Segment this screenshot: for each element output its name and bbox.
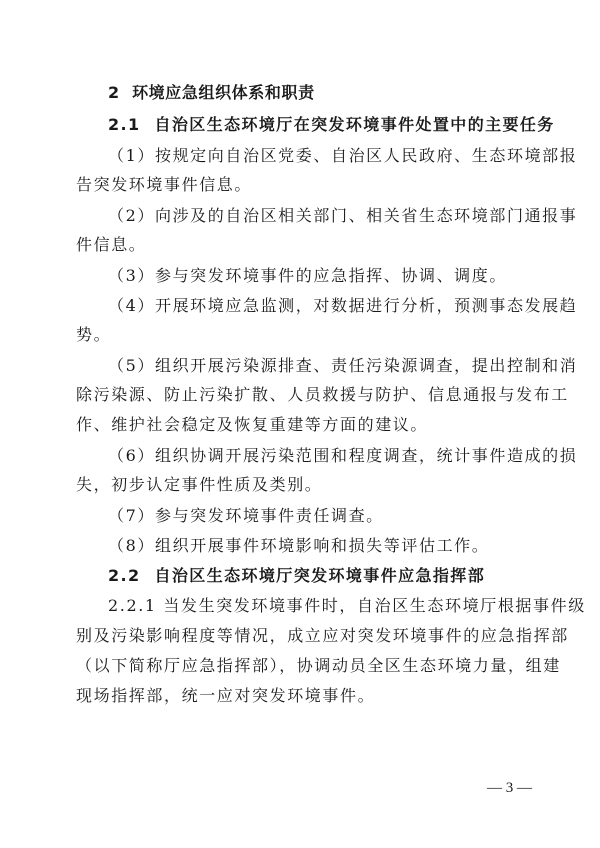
para-2-2-1-line-2: 别及污染影响程度等情况，成立应对突发环境事件的应急指挥部: [76, 626, 569, 645]
heading-title: 环境应急组织体系和职责: [132, 83, 315, 102]
page-number: — 3 —: [487, 780, 532, 796]
task-7-line-1: （7）参与突发环境事件责任调查。: [108, 506, 384, 525]
heading-title: 自治区生态环境厅在突发环境事件处置中的主要任务: [154, 115, 555, 134]
task-5-line-3: 作、维护社会稳定及恢复重建等方面的建议。: [76, 415, 429, 434]
task-6-line-2: 失，初步认定事件性质及类别。: [76, 475, 323, 494]
task-3-line-1: （3）参与突发环境事件的应急指挥、协调、调度。: [108, 266, 507, 285]
task-4-line-2: 势。: [76, 325, 112, 344]
heading-number: 2.1: [108, 115, 141, 134]
task-2-line-2: 件信息。: [76, 235, 147, 254]
task-6-line-1: （6）组织协调开展污染范围和程度调查，统计事件造成的损: [108, 446, 578, 465]
section-heading-2-1: [108, 115, 555, 135]
section-heading-2-2: [108, 566, 485, 586]
task-5-line-1: （5）组织开展污染源排查、责任污染源调查，提出控制和消: [108, 356, 578, 375]
para-2-2-1-line-1: 2.2.1 当发生突发环境事件时，自治区生态环境厅根据事件级: [108, 596, 586, 615]
task-2-line-1: （2）向涉及的自治区相关部门、相关省生态环境部门通报事: [108, 206, 578, 225]
heading-number: 2: [108, 83, 120, 102]
task-4-line-1: （4）开展环境应急监测，对数据进行分析，预测事态发展趋: [108, 296, 578, 315]
para-2-2-1-line-4: 现场指挥部，统一应对突发环境事件。: [76, 686, 376, 705]
section-heading-2: [108, 83, 315, 103]
heading-number: 2.2: [108, 566, 141, 585]
para-2-2-1-line-3: （以下简称厅应急指挥部），协调动员全区生态环境力量，组建: [76, 656, 561, 675]
task-1-line-1: （1）按规定向自治区党委、自治区人民政府、生态环境部报: [108, 146, 578, 165]
task-5-line-2: 除污染源、防止污染扩散、人员救援与防护、信息通报与发布工: [76, 385, 569, 404]
task-1-line-2: 告突发环境事件信息。: [76, 175, 253, 194]
heading-title: 自治区生态环境厅突发环境事件应急指挥部: [154, 566, 486, 585]
task-8-line-1: （8）组织开展事件环境影响和损失等评估工作。: [108, 536, 490, 555]
